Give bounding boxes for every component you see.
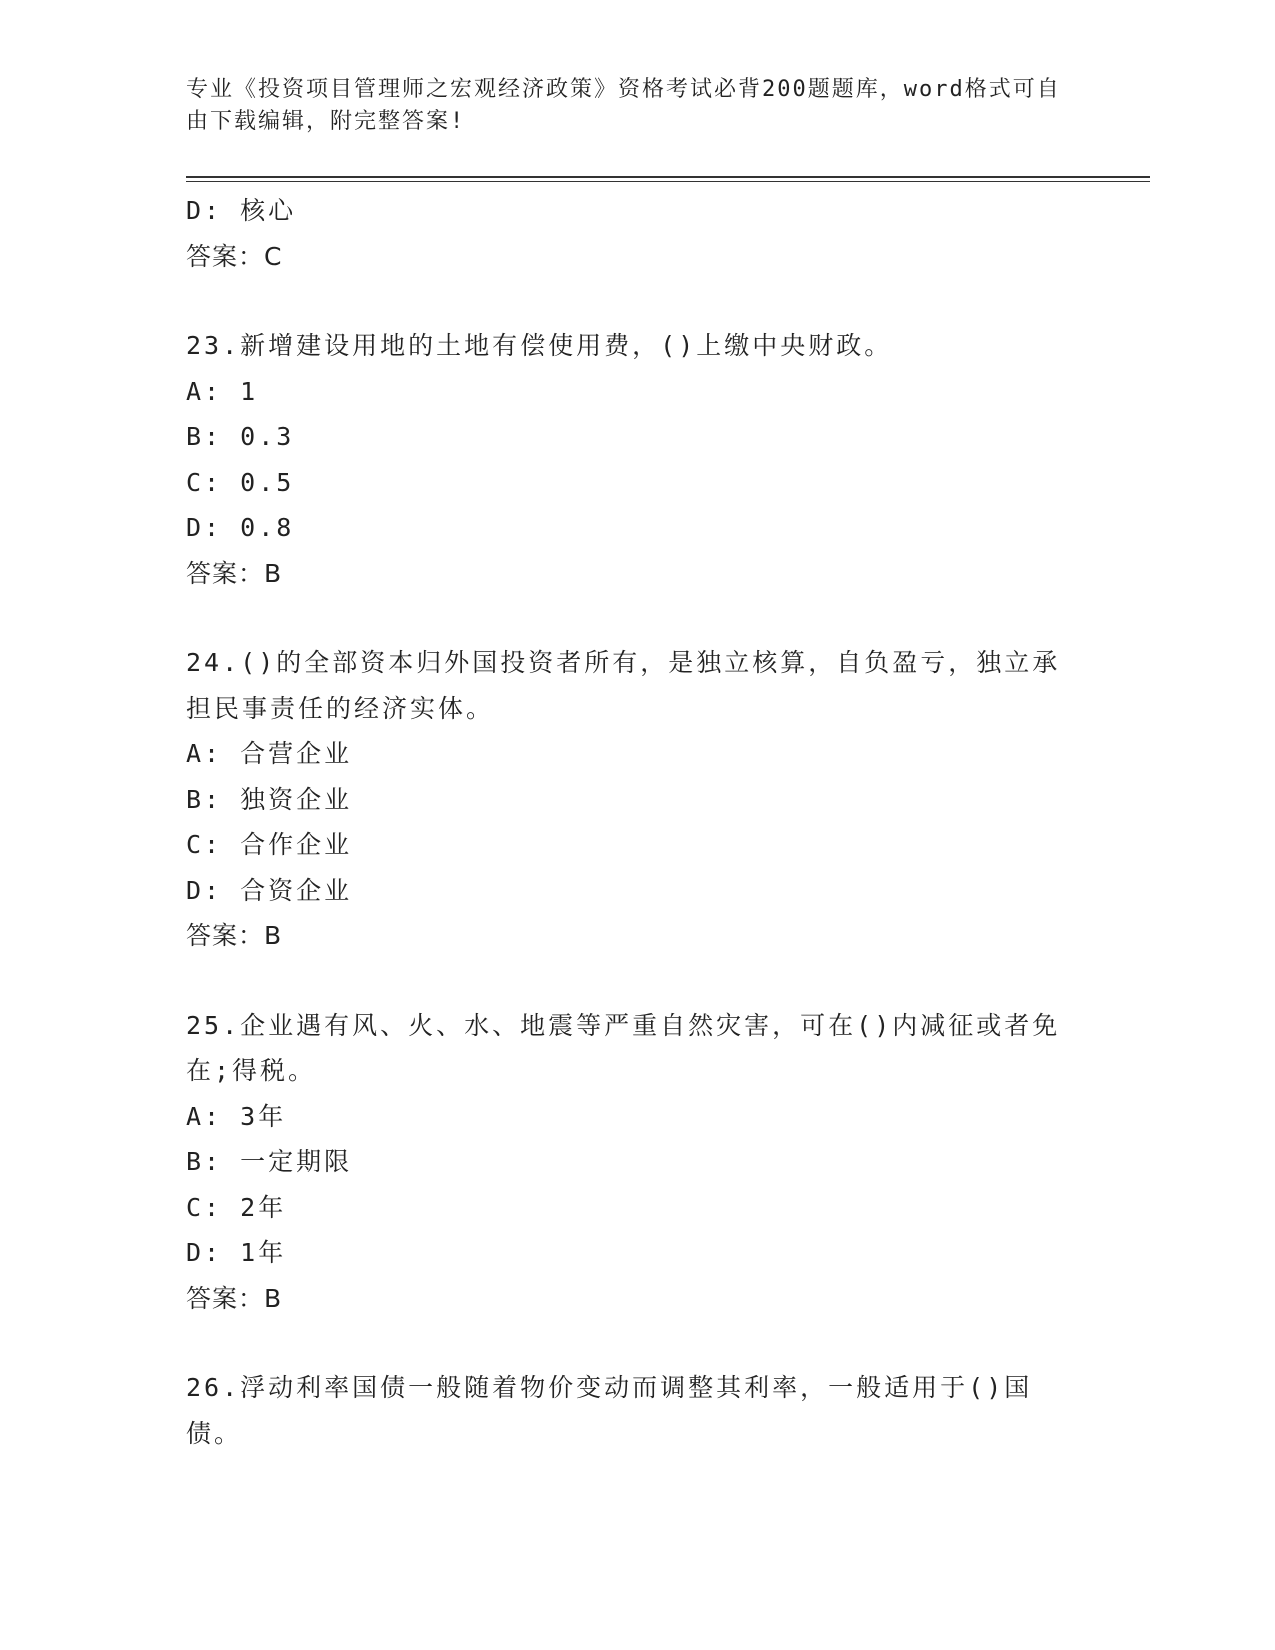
question-stem-26: 26.浮动利率国债一般随着物价变动而调整其利率，一般适用于()国债。 xyxy=(186,1373,1033,1448)
question-content xyxy=(186,188,1066,1456)
question-stem-25: 25.企业遇有风、火、水、地震等严重自然灾害，可在()内减征或者免在;得税。 xyxy=(186,1010,1061,1085)
option-c: C: 2年 xyxy=(186,1192,287,1222)
option-d: D: 0.8 xyxy=(186,513,295,542)
option-b: B: 0.3 xyxy=(186,422,295,451)
option-c: C: 合作企业 xyxy=(186,830,353,859)
header-divider-thick xyxy=(186,176,1150,178)
spacer xyxy=(186,1321,1066,1365)
option-d: D: 核心 xyxy=(186,196,297,225)
answer-line: 答案：B xyxy=(186,921,283,950)
spacer xyxy=(186,959,1066,1003)
option-a: A: 3年 xyxy=(186,1101,287,1131)
option-a: A: 1 xyxy=(186,376,259,406)
option-a: A: 合营企业 xyxy=(186,739,353,768)
spacer xyxy=(186,279,1066,323)
document-header: 专业《投资项目管理师之宏观经济政策》资格考试必背200题题库，word格式可自由下载编辑，附完整答案! xyxy=(186,77,1061,134)
spacer xyxy=(186,596,1066,640)
option-d: D: 合资企业 xyxy=(186,875,353,905)
answer-line: 答案：C xyxy=(186,241,283,271)
header-divider-thin xyxy=(186,181,1150,182)
question-stem-24: 24.()的全部资本归外国投资者所有，是独立核算，自负盈亏，独立承担民事责任的经济实体。 xyxy=(186,648,1061,723)
answer-line: 答案：B xyxy=(186,558,283,588)
question-stem-23: 23.新增建设用地的土地有偿使用费，()上缴中央财政。 xyxy=(186,331,893,360)
option-c: C: 0.5 xyxy=(186,467,295,497)
option-b: B: 独资企业 xyxy=(186,784,353,814)
option-d: D: 1年 xyxy=(186,1238,287,1267)
option-b: B: 一定期限 xyxy=(186,1147,353,1176)
answer-line: 答案：B xyxy=(186,1283,283,1313)
